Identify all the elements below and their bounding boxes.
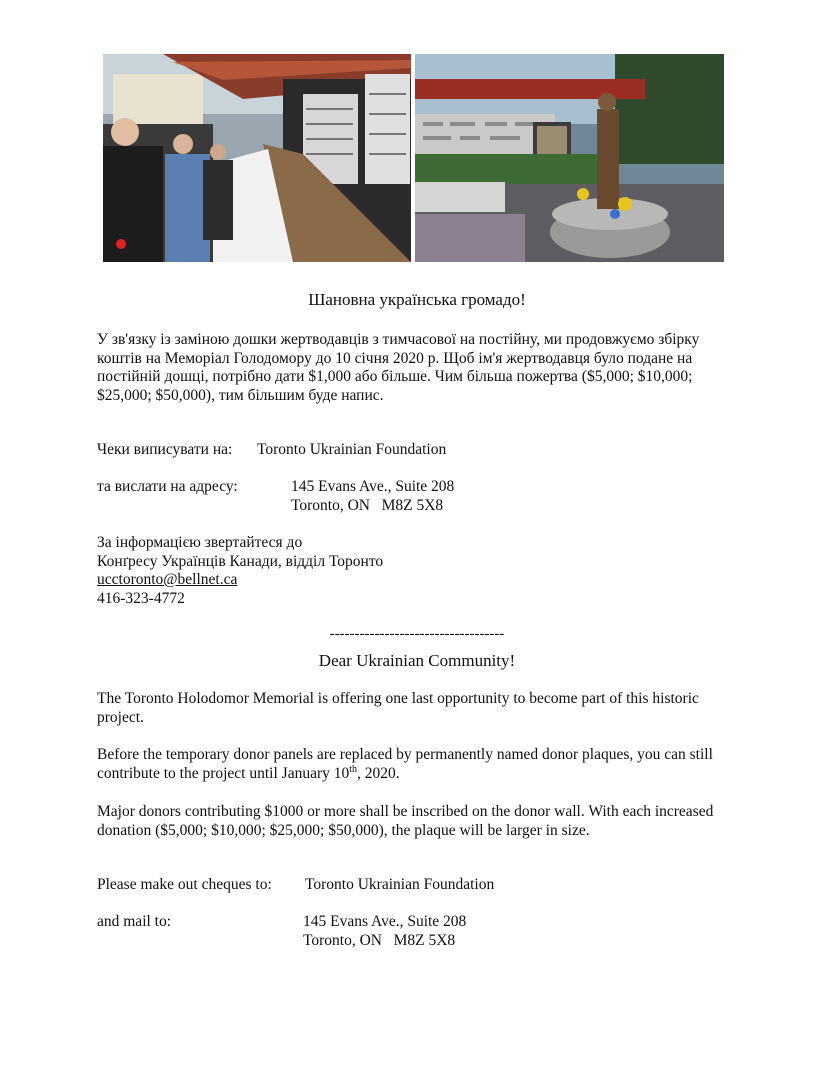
en-cheques-value: Toronto Ukrainian Foundation bbox=[305, 876, 495, 893]
ua-cheques-value: Toronto Ukrainian Foundation bbox=[257, 441, 447, 458]
header-photos bbox=[103, 54, 724, 262]
en-address-line1: 145 Evans Ave., Suite 208 bbox=[303, 913, 467, 930]
ua-info-line2: Конґресу Українців Канади, відділ Торонто bbox=[97, 552, 384, 570]
en-heading: Dear Ukrainian Community! bbox=[318, 651, 516, 670]
en-paragraph-3: Major donors contributing $1000 or more shall be inscribed on the donor wall. With each increased donation ($5,000; $10,000; $25,000; $50,000), the plaque will be larger in size. bbox=[97, 803, 714, 839]
ua-info-line1: За інформацією звертайтеся до bbox=[97, 534, 303, 551]
ua-cheques-row bbox=[97, 441, 737, 461]
ua-address-line2: Toronto, ON M8Z 5X8 bbox=[291, 497, 444, 514]
en-paragraph-2: Before the temporary donor panels are replaced by permanently named donor plaques, you can still contribute to the project until January 10th, 2020. bbox=[97, 746, 713, 782]
photo-memorial-statue bbox=[415, 54, 724, 262]
ua-mail-label: та вислати на адресу: bbox=[97, 478, 238, 495]
en-paragraph-1: The Toronto Holodomor Memorial is offering one last opportunity to become part of this historic project. bbox=[97, 690, 699, 726]
en-mail-row bbox=[97, 913, 737, 953]
ua-contact-block bbox=[97, 534, 737, 608]
en-cheques-row bbox=[97, 876, 737, 896]
ua-mail-row bbox=[97, 478, 737, 518]
ua-email-link[interactable]: ucctoronto@bellnet.ca bbox=[97, 571, 238, 588]
ua-phone: 416-323-4772 bbox=[97, 589, 185, 607]
ua-cheques-label: Чеки виписувати на: bbox=[97, 441, 233, 458]
en-mail-label: and mail to: bbox=[97, 913, 172, 930]
photo-memorial-wall-crowd bbox=[103, 54, 411, 262]
section-separator: ----------------------------------- bbox=[329, 626, 505, 642]
ua-heading: Шановна українська громадо! bbox=[308, 290, 526, 309]
ua-intro-paragraph: У зв'язку із заміною дошки жертводавців з тимчасової на постійну, ми продовжуємо збірку коштів на Меморіал Голодомору до 10 січня 2020 р. Щоб ім'я жертводавця було подане на постійній дошці, потрібно дати $1,000 або більше. Чим більша пожертва ($5,000; $10,000; $25,000; $50,000), тим більшим буде напис. bbox=[97, 331, 700, 404]
en-address-line2: Toronto, ON M8Z 5X8 bbox=[303, 932, 456, 949]
en-cheques-label: Please make out cheques to: bbox=[97, 876, 272, 893]
ua-address-line1: 145 Evans Ave., Suite 208 bbox=[291, 478, 455, 495]
